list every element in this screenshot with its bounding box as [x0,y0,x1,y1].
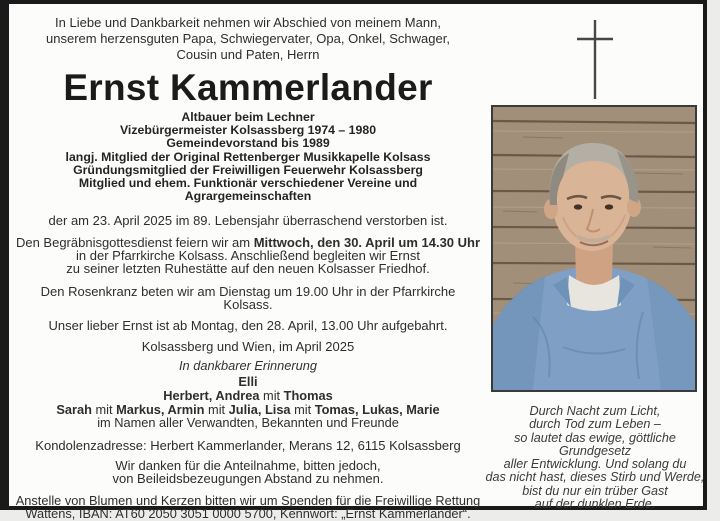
honor-line: langj. Mitglied der Original Rettenberger Musikkapelle Kolsass [65,149,431,164]
funeral-line: in der Pfarrkirche Kolsass. Anschließend begleiten wir Ernst [76,248,420,264]
family-line: Elli [238,374,258,390]
poem-line: aller Entwicklung. Und solang du [503,457,687,472]
family-line: im Namen aller Verwandten, Bekannten und Freunde [97,415,399,431]
family-line: Sarah mit Markus, Armin mit Julia, Lisa mit Tomas, Lukas, Marie [56,401,440,417]
honor-line: Mitglied und ehem. Funktionär verschiedener Vereine und Agrargemeinschaften [78,176,418,204]
place-and-date: Kolsassberg und Wien, im April 2025 [141,339,355,355]
condolence-address: Kondolenzadresse: Herbert Kammerlander, Merans 12, 6115 Kolsassberg [35,437,461,453]
poem-line: das nicht hast, dieses Stirb und Werde, [485,470,705,485]
thanks-line: Wir danken für die Anteilnahme, bitten jedoch, [115,457,381,473]
poem-line: auf der dunklen Erde. [534,497,656,512]
family-line: Herbert, Andrea mit Thomas [163,388,333,404]
honor-line: Altbauer beim Lechner [181,110,315,124]
laying-out-statement: Unser lieber Ernst ist ab Montag, den 28. April, 13.00 Uhr aufgebahrt. [48,318,448,334]
memorial-poem [481,405,709,511]
poem-line: bist du nur ein trüber Gast [522,483,668,498]
funeral-line: Den Begräbnisgottesdienst feiern wir am Mittwoch, den 30. April um 14.30 Uhr [15,235,481,251]
honor-line: Gründungsmitglied der Freiwilligen Feuerwehr Kolsassberg [73,162,423,177]
funeral-paragraph [15,236,481,275]
poem-line: durch Tod zum Leben – [529,417,661,432]
family-names [15,375,481,429]
rosary-statement: Den Rosenkranz beten wir am Dienstag um 19.00 Uhr in der Pfarrkirche Kolsass. [40,284,456,313]
intro-line: Cousin und Paten, Herrn [176,47,320,62]
donation-line: Wattens, IBAN: AT60 2050 3051 0000 5700, Kennwort: „Ernst Kammerlander“. [25,505,471,521]
intro-line: In Liebe und Dankbarkeit nehmen wir Abschied von meinem Mann, [55,15,441,30]
thanks-paragraph [15,459,481,485]
intro-line: unserem herzensguten Papa, Schwiegervater, Opa, Onkel, Schwager, [46,31,450,46]
honor-line: Vizebürgermeister Kolsassberg 1974 – 1980 [119,123,377,138]
memorial-column [481,4,709,514]
deceased-name: Ernst Kammerlander [63,67,433,108]
honor-line: Gemeindevorstand bis 1989 [166,136,330,151]
portrait-photo [491,105,697,392]
donation-line: Anstelle von Blumen und Kerzen bitten wir um Spenden für die Freiwillige Rettung [15,492,481,508]
poem-line: Durch Nacht zum Licht, [529,404,661,418]
thanks-line: von Beileidsbezeugungen Abstand zu nehmen. [112,470,384,486]
funeral-line: zu seiner letzten Ruhestätte auf den neuen Kolsasser Friedhof. [66,261,430,277]
donation-paragraph [15,494,481,520]
intro-paragraph [15,15,481,63]
honors-list [15,111,481,203]
poem-line: so lautet das ewige, göttliche Grundgesetz [514,430,676,458]
death-statement: der am 23. April 2025 im 89. Lebensjahr überraschend verstorben ist. [48,213,448,229]
remembrance-line: In dankbarer Erinnerung [178,358,317,374]
cross-icon [575,18,615,102]
announcement-text-column [15,6,481,520]
